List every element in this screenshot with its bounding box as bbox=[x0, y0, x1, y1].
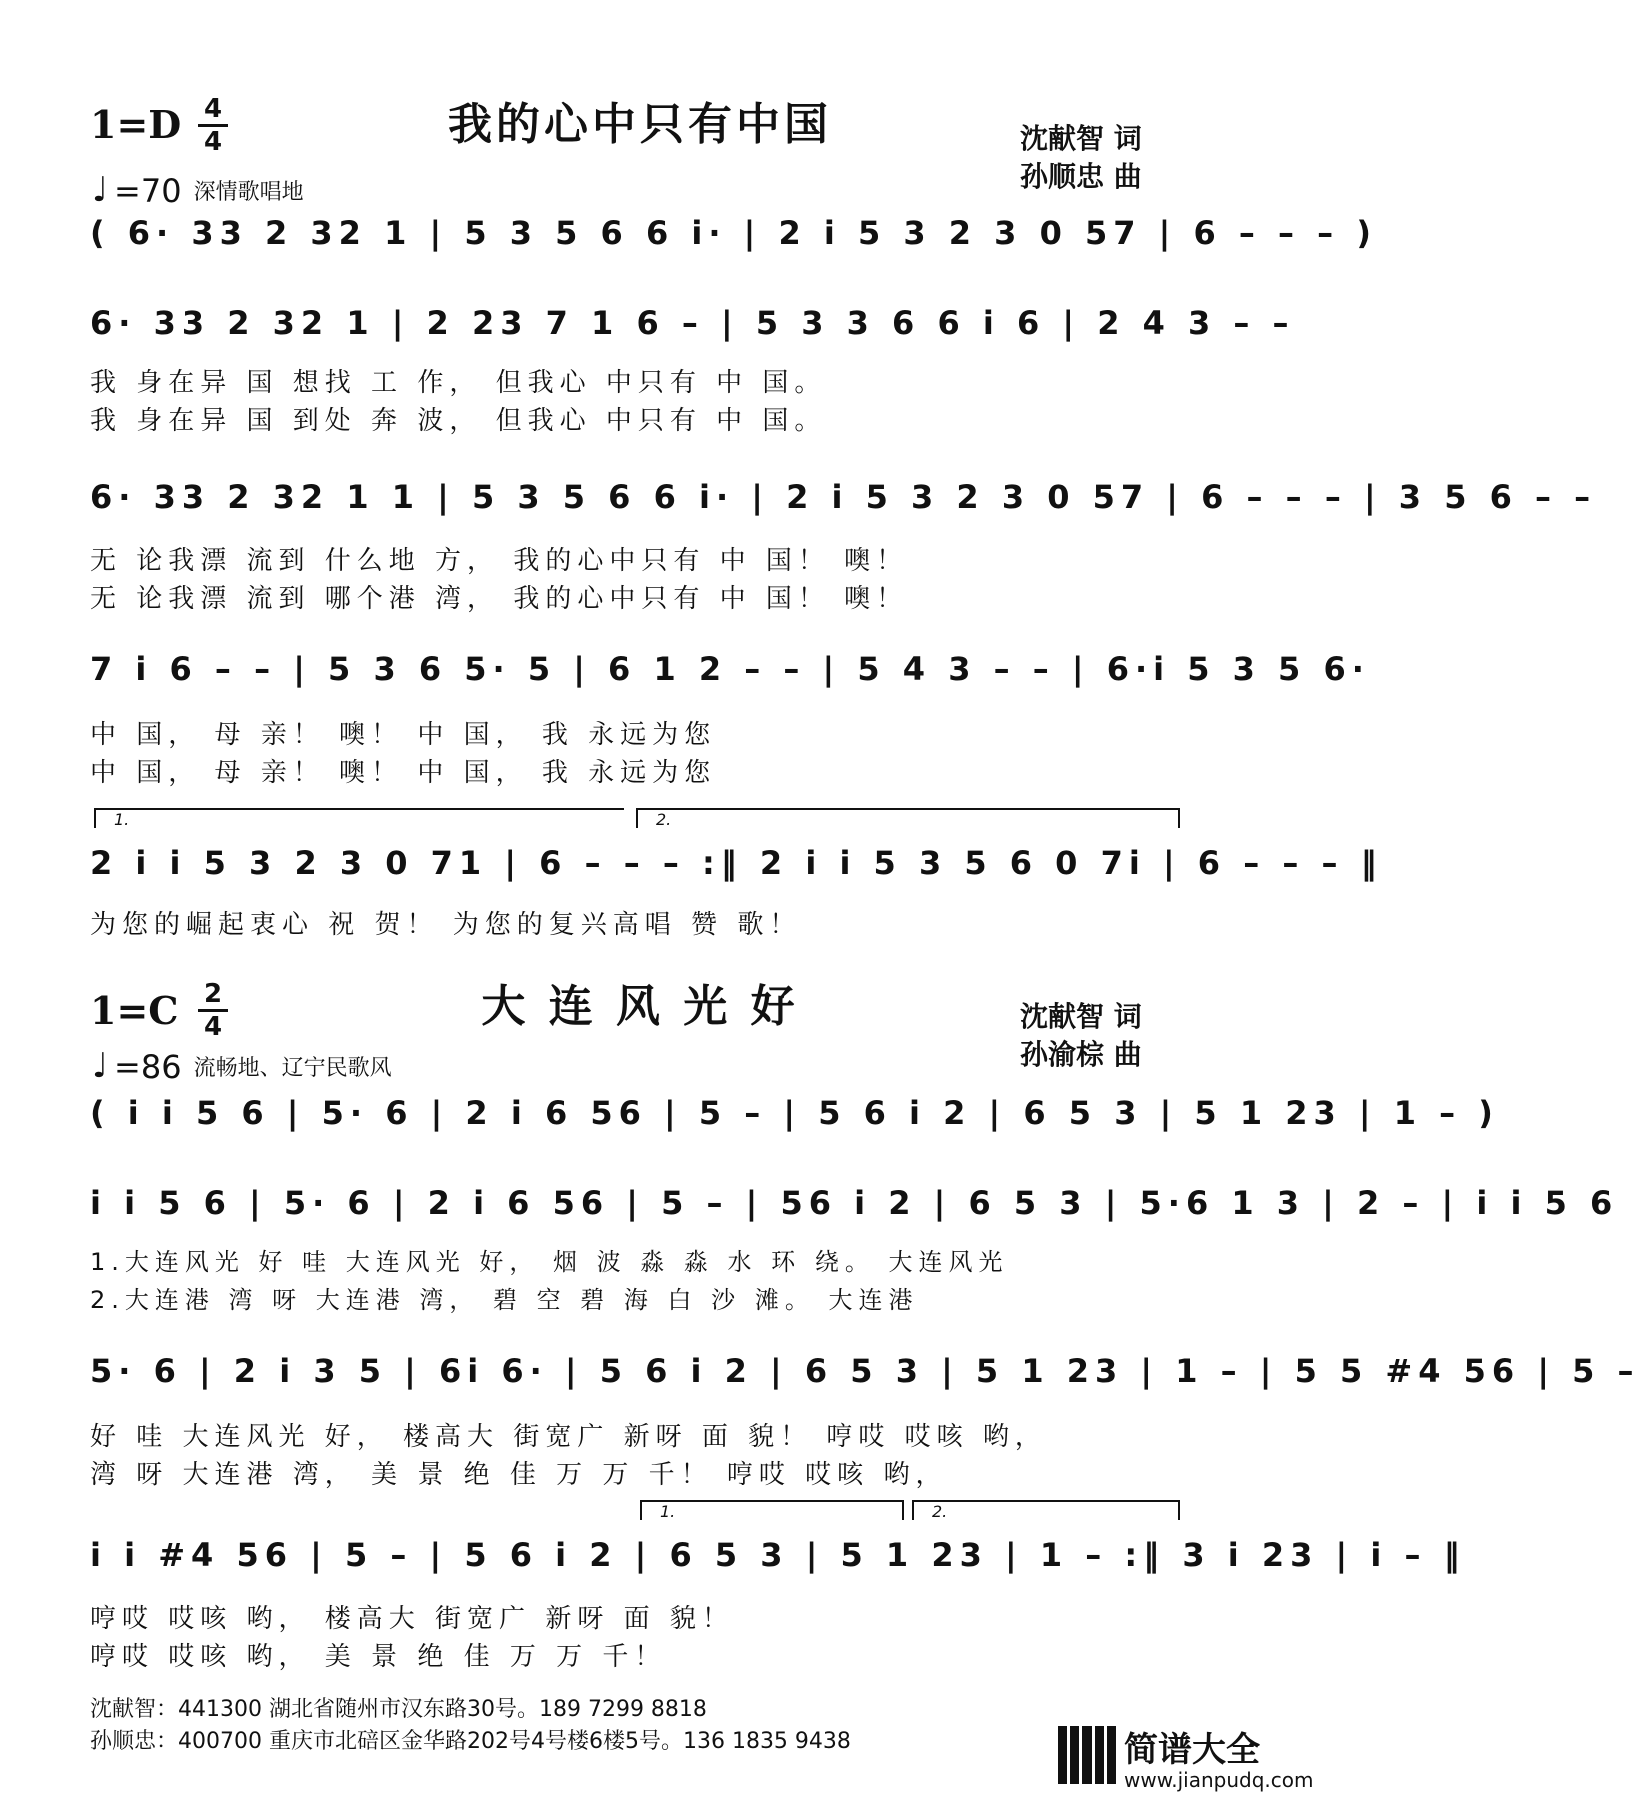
notation-row bbox=[90, 1528, 1466, 1588]
notation-row bbox=[90, 470, 1597, 530]
lyric-line: 中 国， 母 亲！ 噢！ 中 国， 我 永远为您 bbox=[90, 720, 717, 750]
tempo-value: =86 bbox=[114, 1048, 182, 1086]
lyric-line: 湾 呀 大连港 湾， 美 景 绝 佳 万 万 千！ 哼哎 哎咳 哟， bbox=[90, 1460, 948, 1490]
notation-row bbox=[90, 642, 1370, 702]
meter-top: 4 bbox=[203, 94, 223, 124]
contact-line: 沈献智：441300 湖北省随州市汉东路30号。189 7299 8818 bbox=[90, 1697, 707, 1722]
notation: 2 i i 5 3 2 3 0 71 | 6 – – – :‖ 2 i i 5 3 5 6 0 7i | 6 – – – ‖ bbox=[90, 844, 1383, 882]
volta-2-label: 2. bbox=[932, 1502, 948, 1521]
meter-bottom: 4 bbox=[203, 127, 223, 157]
notation: 6· 33 2 32 1 1 | 5 3 5 6 6 i· | 2 i 5 3 2 3 0 57 | 6 – – – | 3 5 6 – – bbox=[90, 478, 1597, 516]
notation-row bbox=[90, 1086, 1499, 1146]
lyric-line: 好 哇 大连风光 好， 楼高大 街宽广 新呀 面 貌！ 哼哎 哎咳 哟， bbox=[90, 1422, 1047, 1452]
composer: 孙顺忠 曲 bbox=[1020, 160, 1142, 193]
notation-row bbox=[90, 836, 1383, 896]
volta-1-label: 1. bbox=[660, 1502, 676, 1521]
quarter-note-icon: ♩ bbox=[92, 1046, 109, 1086]
notation: i i #4 56 | 5 – | 5 6 i 2 | 6 5 3 | 5 1 23 | 1 – :‖ 3 i 23 | i – ‖ bbox=[90, 1536, 1466, 1574]
expression: 深情歌唱地 bbox=[193, 180, 304, 205]
piano-keys-icon bbox=[1058, 1726, 1116, 1784]
notation-row bbox=[90, 1176, 1619, 1236]
notation: 5· 6 | 2 i 3 5 | 6i 6· | 5 6 i 2 | 6 5 3 | 5 1 23 | 1 – | 5 5 #4 56 | 5 – bbox=[90, 1352, 1640, 1390]
meter-top: 2 bbox=[203, 979, 223, 1009]
logo-url: www.jianpudq.com bbox=[1124, 1768, 1314, 1792]
notation: 7 i 6 – – | 5 3 6 5· 5 | 6 1 2 – – | 5 4 3 – – | 6·i 5 3 5 6· bbox=[90, 650, 1370, 688]
notation-row bbox=[90, 1344, 1640, 1404]
volta-1-label: 1. bbox=[114, 810, 130, 829]
volta-2 bbox=[636, 808, 1180, 828]
volta-1 bbox=[640, 1500, 904, 1520]
notation-row bbox=[90, 206, 1377, 266]
lyric-line: 中 国， 母 亲！ 噢！ 中 国， 我 永远为您 bbox=[90, 758, 717, 788]
credits bbox=[1020, 998, 1142, 1074]
tempo-value: =70 bbox=[114, 172, 182, 210]
song-title: 我的心中只有中国 bbox=[448, 99, 832, 150]
tempo-marking bbox=[92, 170, 304, 210]
time-signature bbox=[198, 980, 228, 1041]
logo-name: 简谱大全 bbox=[1124, 1730, 1260, 1770]
volta-1 bbox=[94, 808, 624, 828]
notation: ( i i 5 6 | 5· 6 | 2 i 6 56 | 5 – | 5 6 i 2 | 6 5 3 | 5 1 23 | 1 – ) bbox=[90, 1094, 1499, 1132]
lyricist: 沈献智 词 bbox=[1020, 122, 1142, 155]
volta-2 bbox=[912, 1500, 1180, 1520]
quarter-note-icon: ♩ bbox=[92, 170, 109, 210]
lyric-line: 无 论我漂 流到 哪个港 湾， 我的心中只有 中 国！ 噢！ bbox=[90, 584, 909, 614]
lyric-line: 哼哎 哎咳 哟， 楼高大 街宽广 新呀 面 貌！ bbox=[90, 1604, 734, 1634]
time-signature bbox=[198, 95, 228, 156]
song-title: 大 连 风 光 好 bbox=[481, 981, 799, 1032]
lyricist: 沈献智 词 bbox=[1020, 1000, 1142, 1033]
notation: 6· 33 2 32 1 | 2 23 7 1 6 – | 5 3 3 6 6 i 6 | 2 4 3 – – bbox=[90, 304, 1295, 342]
composer: 孙渝棕 曲 bbox=[1020, 1038, 1142, 1071]
contact-line: 孙顺忠：400700 重庆市北碚区金华路202号4号楼6楼5号。136 1835 9438 bbox=[90, 1729, 851, 1754]
credits bbox=[1020, 120, 1142, 196]
lyric-line: 我 身在异 国 到处 奔 波， 但我心 中只有 中 国。 bbox=[90, 406, 827, 436]
volta-2-label: 2. bbox=[656, 810, 672, 829]
key-signature: 1=C bbox=[90, 988, 179, 1033]
lyric-line: 1.大连风光 好 哇 大连风光 好， 烟 波 淼 淼 水 环 绕。 大连风光 bbox=[90, 1248, 1009, 1276]
expression: 流畅地、辽宁民歌风 bbox=[193, 1056, 392, 1081]
lyric-line: 无 论我漂 流到 什么地 方， 我的心中只有 中 国！ 噢！ bbox=[90, 546, 909, 576]
notation: i i 5 6 | 5· 6 | 2 i 6 56 | 5 – | 56 i 2 | 6 5 3 | 5·6 1 3 | 2 – | i i 5 6 bbox=[90, 1184, 1619, 1222]
tempo-marking bbox=[92, 1046, 392, 1086]
meter-bottom: 4 bbox=[203, 1012, 223, 1042]
site-logo bbox=[1058, 1722, 1314, 1802]
lyric-line: 哼哎 哎咳 哟， 美 景 绝 佳 万 万 千！ bbox=[90, 1642, 667, 1672]
lyric-line: 为您的崛起衷心 祝 贺！ 为您的复兴高唱 赞 歌！ bbox=[90, 910, 802, 940]
notation-row bbox=[90, 296, 1295, 356]
lyric-line: 2.大连港 湾 呀 大连港 湾， 碧 空 碧 海 白 沙 滩。 大连港 bbox=[90, 1286, 919, 1314]
lyric-line: 我 身在异 国 想找 工 作， 但我心 中只有 中 国。 bbox=[90, 368, 827, 398]
notation: ( 6· 33 2 32 1 | 5 3 5 6 6 i· | 2 i 5 3 2 3 0 57 | 6 – – – ) bbox=[90, 214, 1377, 252]
key-signature: 1=D bbox=[90, 102, 182, 147]
contact-info bbox=[90, 1694, 851, 1758]
